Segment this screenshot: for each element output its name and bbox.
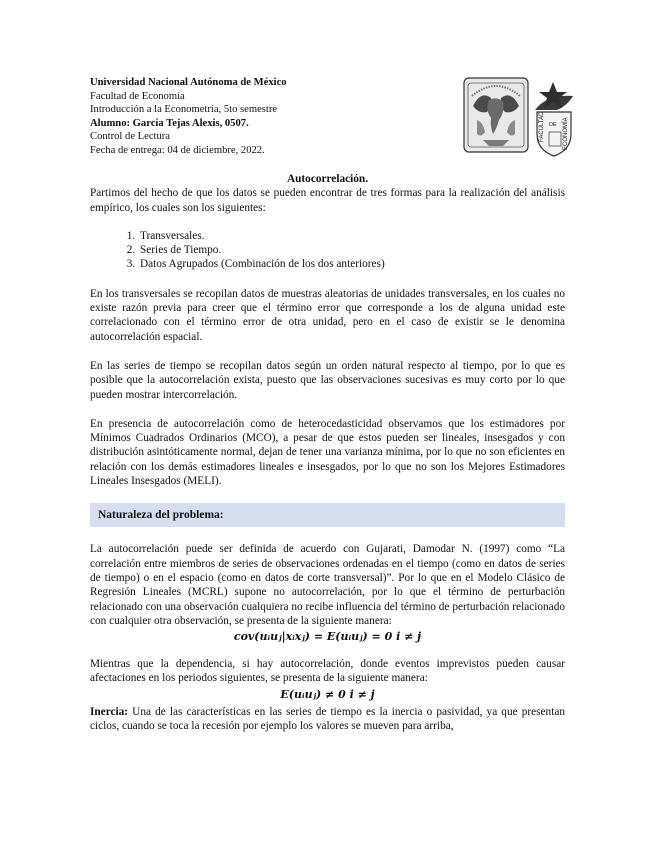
list-item: 2. Series de Tiempo. [138, 243, 565, 257]
inercia-text: Una de las características en las series de tiempo es la inercia o pasividad, ya que presentan ciclos, cuando se toca la recesión por ejemplo los valores se mueven para arriba, [90, 705, 565, 733]
logos-svg [463, 76, 575, 158]
paragraph-inercia [90, 705, 565, 734]
due-date: Fecha de entrega: 04 de diciembre, 2022. [90, 144, 265, 156]
paragraph-transversales: En los transversales se recopilan datos de muestras aleatorias de unidades transversales, en los cuales no existe razón previa para creer que el término error que corresponde a los de alguna unidad este correlacionado con el término error de otra unidad, pero en el caso de existir se le denomina autocorrelación espacial. [90, 287, 565, 343]
logos-block [463, 76, 575, 158]
formula-autocorrelation: E(uᵢuⱼ) ≠ 0 i ≠ j [280, 687, 375, 701]
svg-text:DE: DE [549, 122, 557, 128]
inercia-label: Inercia: [90, 705, 129, 718]
faculty-logo-icon [535, 82, 573, 156]
paragraph-definition: La autocorrelación puede ser definida de acuerdo con Gujarati, Damodar N. (1997) como “La correlación entre miembros de series de observaciones ordenadas en el tiempo (como en datos de series de tiempo) o en el espacio (como en datos de corte transversal)”. Por lo que en el Modelo Clásico de Regresión Lineales (MCRL) supone no autocorrelación, por lo que el término de perturbación relacionado con una observación cualquiera no recibe influencia del término de perturbación relacionado con cualquier otra observación, se presenta de la siguiente manera: [90, 543, 565, 627]
svg-text:ECONOMÍA: ECONOMÍA [563, 117, 569, 150]
section-heading: Naturaleza del problema: [90, 503, 565, 527]
svg-text:FACULTAD: FACULTAD [539, 111, 545, 142]
activity-name: Control de Lectura [90, 131, 171, 142]
formula-no-autocorrelation: cov(uᵢuⱼ|xᵢxⱼ) = E(uᵢuⱼ) = 0 i ≠ j [233, 630, 422, 644]
unam-seal-icon [464, 78, 528, 152]
faculty-name: Facultad de Economía [90, 90, 185, 102]
list-item: 3. Datos Agrupados (Combinación de los dos anteriores) [138, 257, 565, 271]
paragraph-dependence: Mientras que la dependencia, si hay autocorrelación, donde eventos imprevistos pueden causar afectaciones en los periodos siguientes, se presenta de la siguiente manera: [90, 658, 565, 685]
intro-paragraph: Partimos del hecho de que los datos se pueden encontrar de tres formas para la realización del análisis empírico, los cuales son los siguientes: [90, 187, 565, 214]
list-item: 1. Transversales. [138, 229, 565, 243]
university-name: Universidad Nacional Autónoma de México [90, 77, 287, 88]
main-content [90, 172, 565, 733]
paragraph-mco: En presencia de autocorrelación como de heterocedasticidad observamos que los estimadores por Mínimos Cuadrados Ordinarios (MCO), a pesar de que estos pueden ser lineales, insesgados y con distribución asintóticamente normal, dejan de tener una varianza mínima, por lo que no son eficientes en relación con los demás estimadores lineales e insesgados, por lo que no son los Mejores Estimadores Lineales Insesgados (MELI). [90, 417, 565, 488]
data-types-list [90, 229, 565, 272]
course-name: Introducción a la Econometría, 5to semestre [90, 104, 278, 115]
document-title: Autocorrelación. [286, 173, 369, 185]
header-block [90, 76, 420, 157]
paragraph-series-tiempo: En las series de tiempo se recopilan datos según un orden natural respecto al tiempo, por lo que es posible que la autocorrelación exista, puesto que las observaciones sucesivas es muy corto por lo que pueden mostrar intercorrelación. [90, 359, 565, 401]
student-name: Alumno: García Tejas Alexis, 0507. [90, 117, 249, 129]
